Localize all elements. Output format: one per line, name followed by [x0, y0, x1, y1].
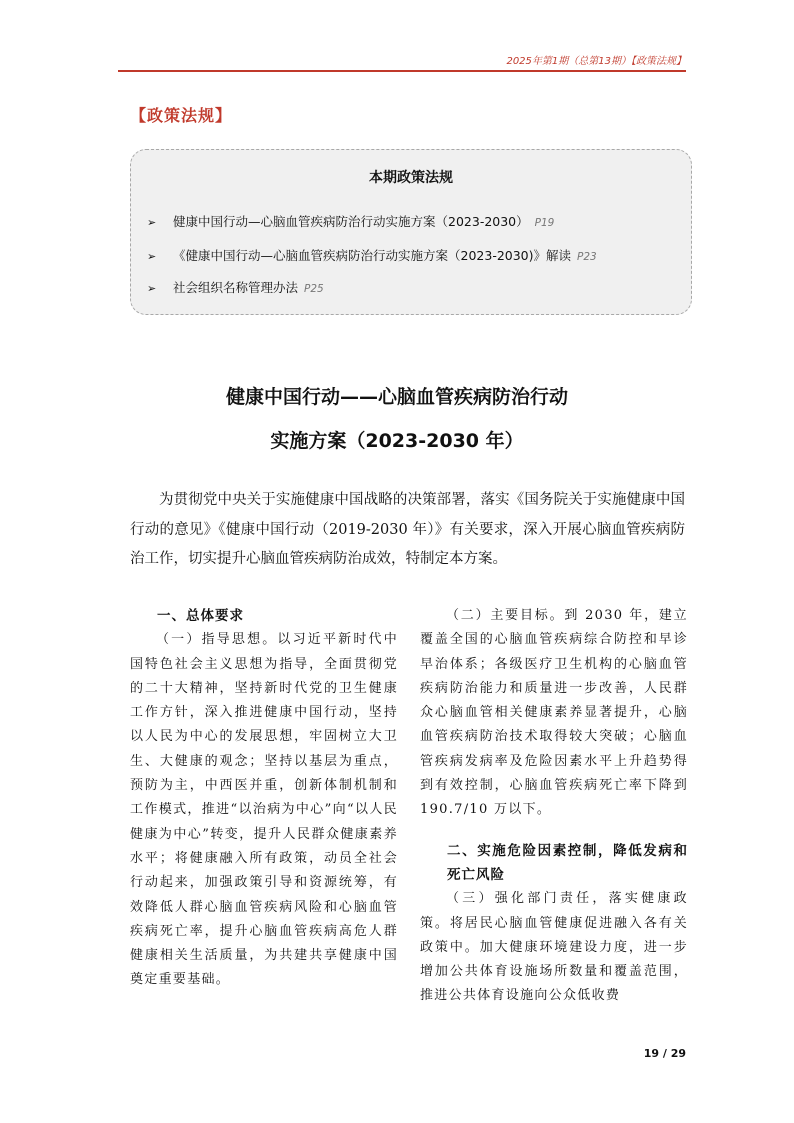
- body-paragraph: （三）强化部门责任，落实健康政策。将居民心脑血管健康促进融入各有关政策中。加大健康环境建设力度，进一步增加公共体育设施场所数量和覆盖范围，推进公共体育设施向公众低收费: [420, 891, 688, 1004]
- toc-box: [130, 149, 692, 315]
- section-heading: 一、总体要求: [157, 608, 244, 624]
- section-heading: 二、实施危险因素控制，降低发病和死亡风险: [447, 842, 688, 883]
- spacer: [420, 823, 688, 839]
- document-title-line2: 实施方案（2023-2030 年）: [270, 430, 524, 452]
- body-paragraph: （一）指导思想。以习近平新时代中国特色社会主义思想为指导，全面贯彻党的二十大精神，坚持新时代党的卫生健康工作方针，深入推进健康中国行动，坚持以人民为中心的发展思想，牢固树立大卫生、大健康的观念；坚持以基层为重点，预防为主，中西医并重，创新体制机制和工作模式，推进“以治病为中心”向“以人民健康为中心”转变，提升人民群众健康素养水平；将健康融入所有政策，动员全社会行动起来，加强政策引导和资源统筹，有效降低人群心脑血管疾病风险和心脑血管疾病死亡率，提升心脑血管疾病高危人群健康相关生活质量，为共建共享健康中国奠定重要基础。: [130, 632, 398, 988]
- issue-header: 2025年第1期（总第13期）【政策法规】: [506, 56, 686, 67]
- toc-title: 本期政策法规: [369, 170, 453, 186]
- toc-item[interactable]: [147, 246, 597, 264]
- body-paragraph: （二）主要目标。到 2030 年，建立覆盖全国的心脑血管疾病综合防控和早诊早治体系；各级医疗卫生机构的心脑血管疾病防治能力和质量进一步改善，人民群众心脑血管相关健康素养显著提升，心脑血管疾病防治技术取得较大突破；心脑血管疾病发病率及危险因素水平上升趋势得到有效控制，心脑血管疾病死亡率下降到 190.7/10 万以下。: [420, 608, 688, 818]
- intro-paragraph: 为贯彻党中央关于实施健康中国战略的决策部署，落实《国务院关于实施健康中国行动的意见》《健康中国行动（2019-2030 年）》有关要求，深入开展心脑血管疾病防治工作，切实提升心脑血管疾病防治成效，特制定本方案。: [130, 492, 685, 567]
- arrow-bullet-icon: ➢: [147, 250, 157, 263]
- toc-item-label: 社会组织名称管理办法: [173, 280, 299, 295]
- toc-item[interactable]: [147, 278, 324, 296]
- toc-item-label: 《健康中国行动—心脑血管疾病防治行动实施方案（2023-2030)》解读: [173, 248, 572, 263]
- document-title: 健康中国行动——心脑血管疾病防治行动: [225, 386, 568, 408]
- toc-item[interactable]: [147, 212, 554, 230]
- toc-item-label: 健康中国行动—心脑血管疾病防治行动实施方案（2023-2030）: [173, 214, 529, 229]
- arrow-bullet-icon: ➢: [147, 282, 157, 295]
- right-column: [420, 604, 688, 1009]
- toc-item-page: P25: [304, 283, 324, 295]
- toc-item-page: P19: [534, 217, 555, 229]
- toc-item-page: P23: [577, 251, 597, 263]
- page-number: 19 / 29: [643, 1047, 686, 1060]
- left-column: [130, 604, 398, 993]
- arrow-bullet-icon: ➢: [147, 216, 157, 229]
- section-tag: 【政策法规】: [130, 106, 233, 125]
- header-divider: [118, 70, 686, 72]
